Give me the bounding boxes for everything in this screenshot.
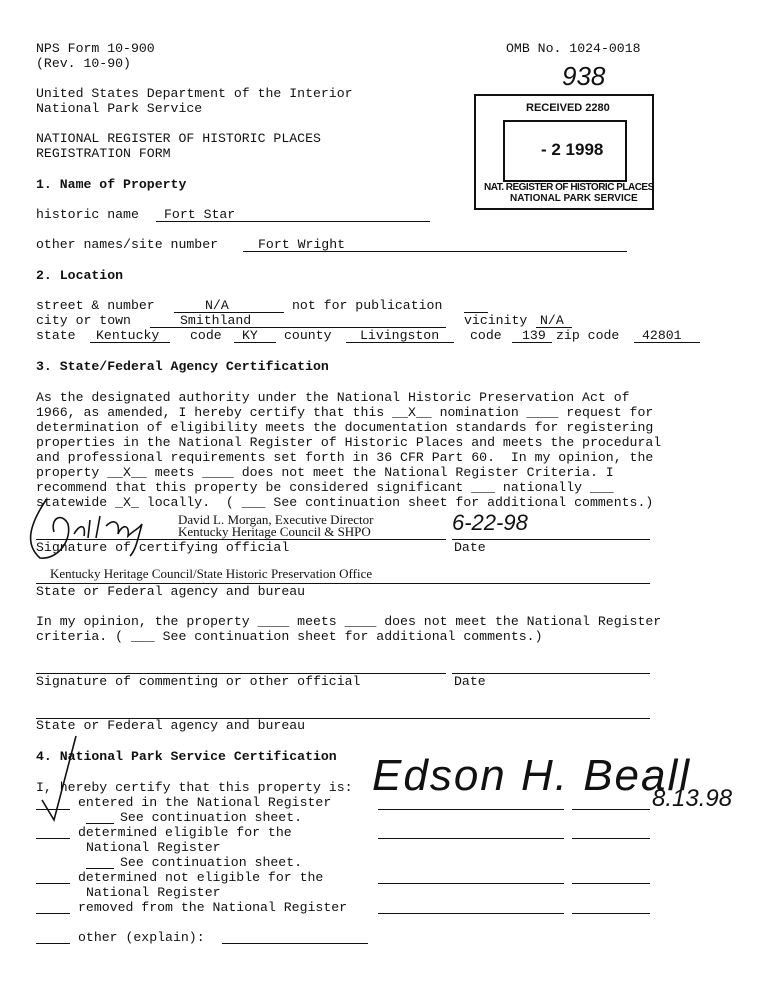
agency-label-2: State or Federal agency and bureau [36,718,306,733]
date-label: Date [454,540,486,555]
see-cont1-checkbox-line[interactable] [86,822,114,824]
agency-value: Kentucky Heritage Council/State Historic Preservation Office [50,566,373,581]
eligible-label-1: determined eligible for the [78,825,292,840]
section4-heading: 4. National Park Service Certification [36,749,337,764]
other-names-label: other names/site number [36,237,219,252]
zip-label: zip code [556,328,620,343]
see-cont2-label: See continuation sheet. [120,855,303,870]
not-for-publication-field[interactable] [464,297,488,313]
form-title-line1: NATIONAL REGISTER OF HISTORIC PLACES [36,131,321,146]
signer-org: Kentucky Heritage Council & SHPO [178,524,371,539]
not-eligible-date-line[interactable] [572,882,650,884]
zip-value: 42801 [642,328,682,343]
see-cont2-checkbox-line[interactable] [86,867,114,869]
entered-checkbox-line[interactable] [36,808,70,810]
not-eligible-signature-line[interactable] [378,882,564,884]
signer-name: David L. Morgan, Executive Director [178,512,374,527]
not-eligible-label-1: determined not eligible for the [78,870,324,885]
cert-text-line: properties in the National Register of Historic Places and meets the procedural [36,435,662,450]
vicinity-value: N/A [540,313,564,328]
state-value: Kentucky [96,328,160,343]
form-revision: (Rev. 10-90) [36,56,131,71]
opinion-line2: criteria. ( ___ See continuation sheet for additional comments.) [36,629,543,644]
removed-checkbox-line[interactable] [36,912,70,914]
certifying-date-handwritten: 6-22-98 [452,510,528,535]
other-names-value: Fort Wright [258,237,346,252]
eligible-checkbox-line[interactable] [36,837,70,839]
state-code-label: code [190,328,222,343]
received-stamp [474,94,654,210]
certifying-signature-scribble [10,494,180,566]
entered-label: entered in the National Register [78,795,332,810]
service-name: National Park Service [36,101,203,116]
historic-name-label: historic name [36,207,139,222]
section1-heading: 1. Name of Property [36,177,187,192]
cert-text-line: statewide _X_ locally. ( ___ See continuation sheet for additional comments.) [36,495,654,510]
city-value: Smithland [180,313,252,328]
street-label: street & number [36,298,155,313]
not-for-publication-label: not for publication [292,298,443,313]
keeper-signature: Edson H. Beall [372,751,692,800]
state-code-value: KY [242,328,258,343]
not-eligible-checkbox-line[interactable] [36,882,70,884]
not-eligible-label-2: National Register [86,885,221,900]
stamp-register: NAT. REGISTER OF HISTORIC PLACES [484,182,654,193]
other-label: other (explain): [78,930,205,945]
entered-date-line[interactable] [572,808,650,810]
see-cont1-label: See continuation sheet. [120,810,303,825]
cert-text-line: 1966, as amended, I hereby certify that this __X__ nomination ____ request for [36,405,654,420]
other-checkbox-line[interactable] [36,942,70,944]
county-code-value: 139 [522,328,546,343]
commenting-date-label: Date [454,674,486,689]
removed-date-line[interactable] [572,912,650,914]
stamp-date: - 2 1998 [541,140,604,159]
agency-label: State or Federal agency and bureau [36,584,306,599]
signature-label: Signature of certifying official [36,540,290,555]
form-title-line2: REGISTRATION FORM [36,146,171,161]
cert-text-line: As the designated authority under the National Historic Preservation Act of [36,390,630,405]
nps-cert-intro: I, hereby certify that this property is: [36,780,353,795]
historic-name-value: Fort Star [164,207,236,222]
street-field[interactable] [174,297,284,313]
cert-text-line: determination of eligibility meets the documentation standards for registering [36,420,654,435]
removed-label: removed from the National Register [78,900,348,915]
keeper-date: 8.13.98 [652,785,733,812]
other-explain-line[interactable] [222,942,368,944]
cert-text-line: property __X__ meets ____ does not meet the National Register Criteria. I [36,465,614,480]
eligible-signature-line[interactable] [378,837,564,839]
section2-heading: 2. Location [36,268,124,283]
eligible-label-2: National Register [86,840,221,855]
street-value: N/A [205,298,229,313]
commenting-signature-label: Signature of commenting or other official [36,674,361,689]
state-label: state [36,328,76,343]
cert-text-line: and professional requirements set forth in 36 CFR Part 60. In my opinion, the [36,450,654,465]
omb-number: OMB No. 1024-0018 [506,41,641,56]
removed-signature-line[interactable] [378,912,564,914]
cert-text-line: recommend that this property be considered significant ___ nationally ___ [36,480,614,495]
stamp-received: RECEIVED 2280 [526,102,610,114]
opinion-line1: In my opinion, the property ____ meets ____ does not meet the National Register [36,614,662,629]
city-label: city or town [36,313,131,328]
county-code-label: code [470,328,502,343]
stamp-date-box [503,120,627,182]
eligible-date-line[interactable] [572,837,650,839]
checkmark-icon [40,734,80,826]
entered-signature-line[interactable] [378,808,564,810]
county-label: county [284,328,332,343]
form-number: NPS Form 10-900 [36,41,155,56]
stamp-service: NATIONAL PARK SERVICE [510,193,638,204]
vicinity-label: vicinity [464,313,528,328]
department-name: United States Department of the Interior [36,86,353,101]
section3-heading: 3. State/Federal Agency Certification [36,359,329,374]
handwritten-number: 938 [562,61,606,91]
county-value: Livingston [360,328,440,343]
